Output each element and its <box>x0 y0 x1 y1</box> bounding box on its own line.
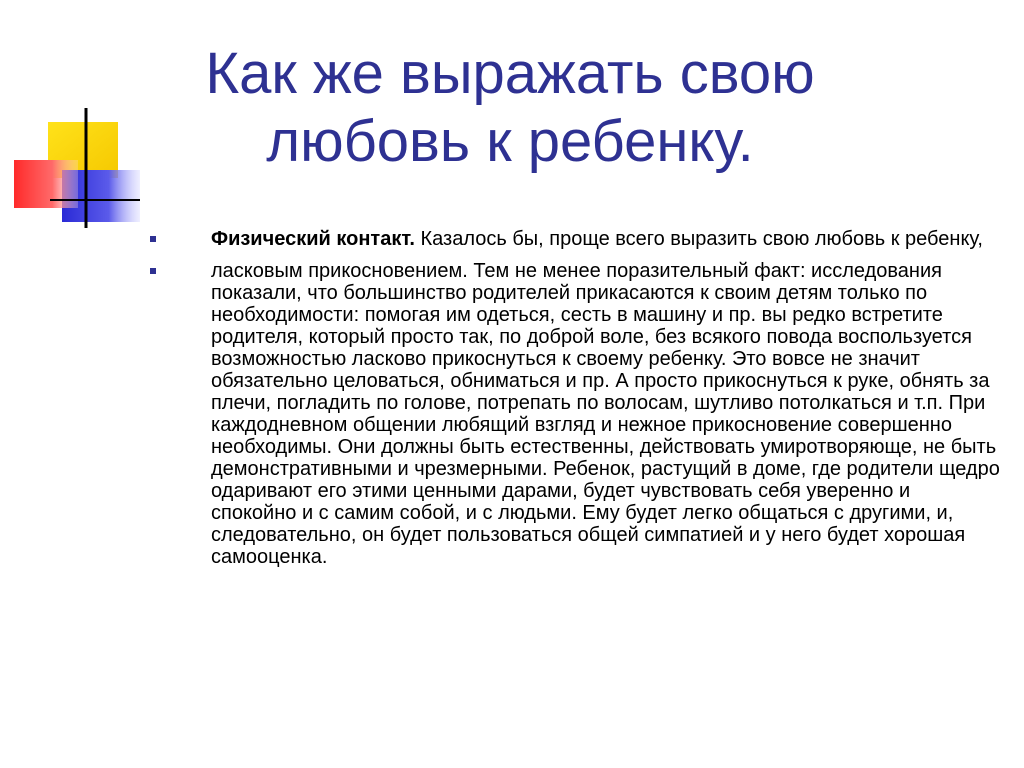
bullet-item-physical-contact <box>150 228 1000 250</box>
bullet-item-touch <box>150 260 1000 568</box>
title-line-1: Как же выражать свою <box>205 41 815 106</box>
bullet-text: Казалось бы, проще всего выразить свою любовь к ребенку, <box>414 228 983 250</box>
bullet-marker <box>150 236 156 242</box>
decorative-squares-graphic <box>0 100 150 240</box>
bullet-text: ласковым прикосновением. Тем не менее поразительный факт: исследования показали, что большинство родителей прикасаются к своим детям только по необходимости: помогая им одеться, сесть в машину и пр. вы редко встретите родителя, который просто так, по доброй воле, без всякого повода воспользуется возможностью ласково прикоснуться к своему ребенку. Это вовсе не значит обязательно целоваться, обниматься и пр. А просто прикоснуться к руке, обнять за плечи, погладить по голове, потрепать по волосам, шутливо потолкаться и т.п. При каждодневном общении любящий взгляд и нежное прикосновение совершенно необходимы. Они должны быть естественны, действовать умиротворяюще, не быть демонстративными и чрезмерными. Ребенок, растущий в доме, где родители щедро одаривают его этими ценными дарами, будет чувствовать себя уверенно и спокойно и с самим собой, и с людьми. Ему будет легко общаться с другими, и, следовательно, он будет пользоваться общей симпатией и у него будет хорошая самооценка. <box>211 260 1000 568</box>
title-line-2: любовь к ребенку. <box>266 109 754 174</box>
slide-title <box>150 40 870 176</box>
bullet-bold-heading: Физический контакт. <box>211 228 415 250</box>
bullet-marker <box>150 268 156 274</box>
bullet-list <box>150 228 1000 578</box>
